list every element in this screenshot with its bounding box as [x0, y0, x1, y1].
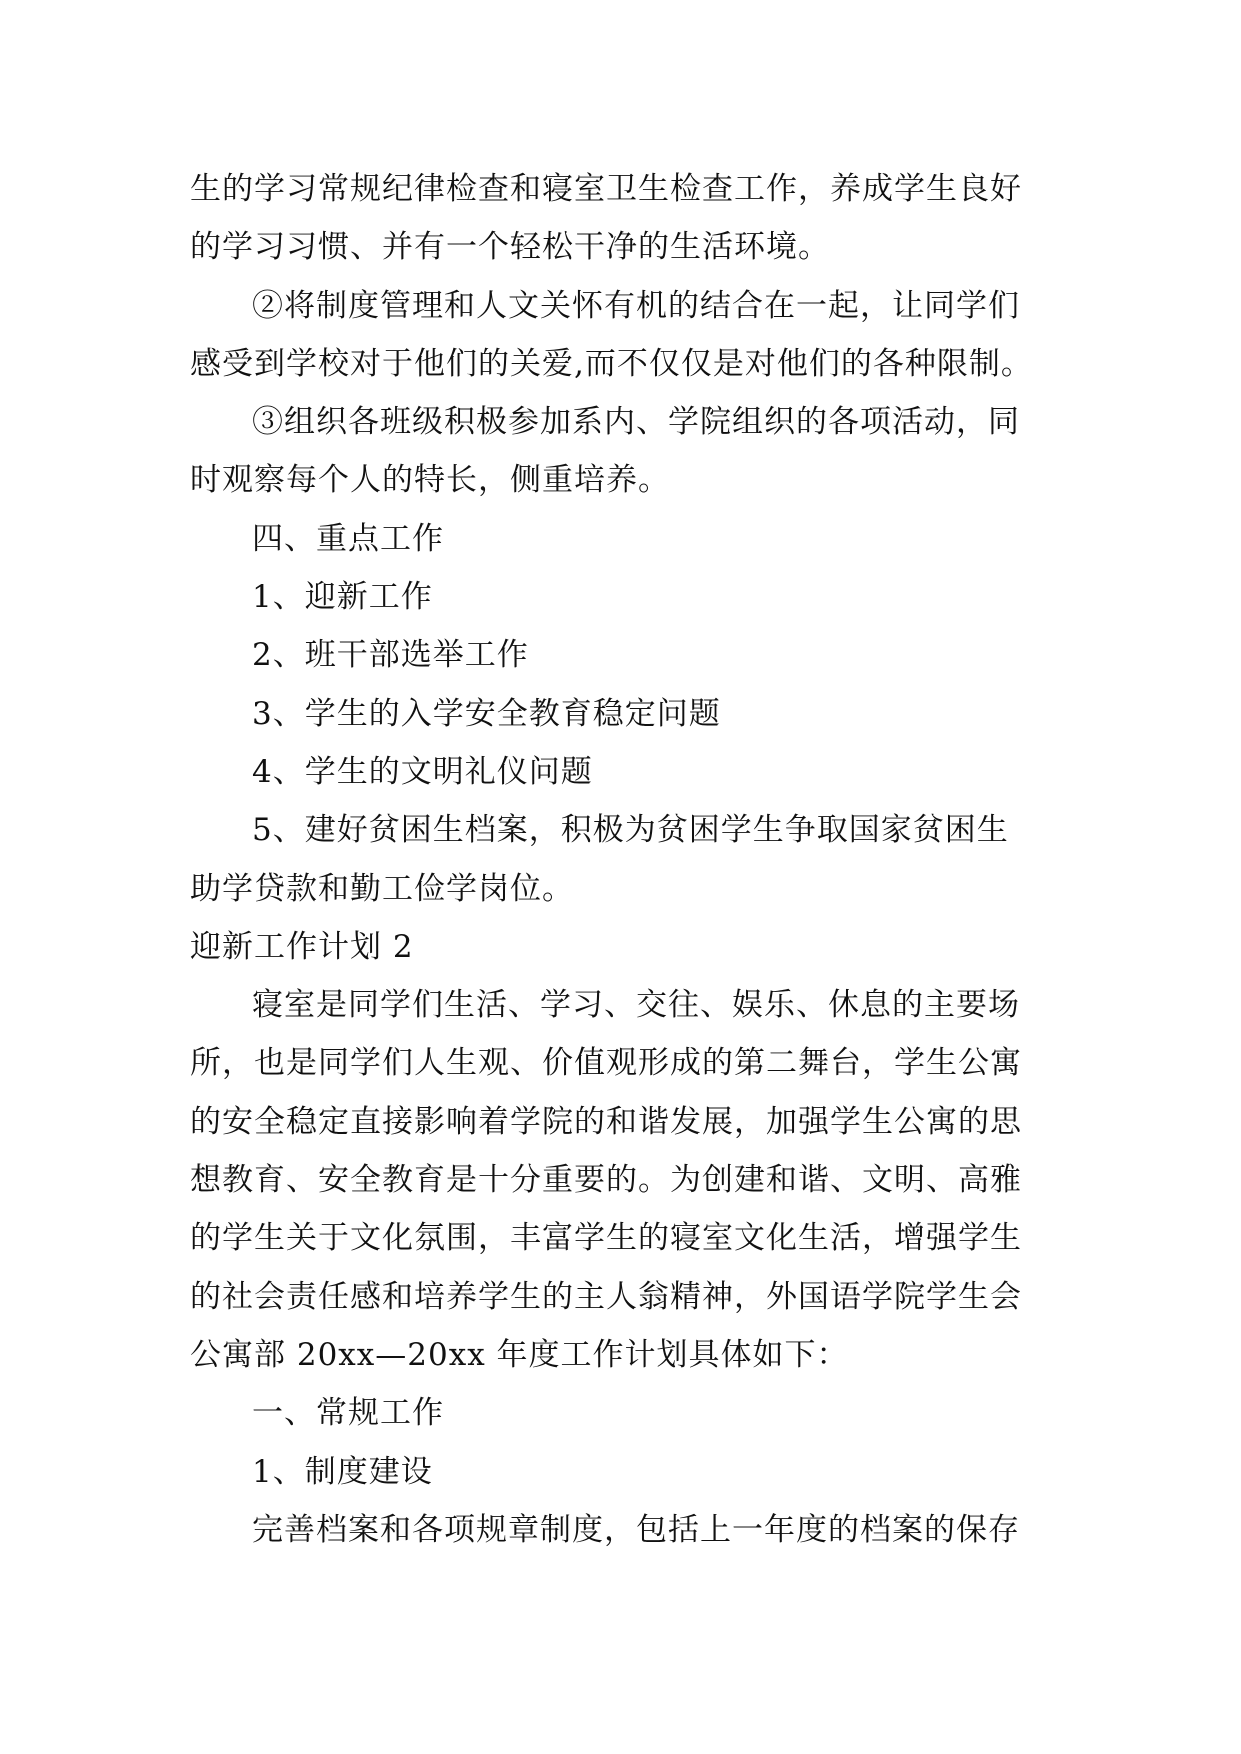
text-line: 公寓部 20xx—20xx 年度工作计划具体如下： — [190, 1336, 849, 1373]
text-line: 所，也是同学们人生观、价值观形成的第二舞台，学生公寓 — [190, 1045, 1022, 1082]
text-line: 寝室是同学们生活、学习、交往、娱乐、休息的主要场 — [252, 987, 1020, 1024]
text-line: 想教育、安全教育是十分重要的。为创建和谐、文明、高雅 — [190, 1162, 1022, 1199]
text-line: 完善档案和各项规章制度，包括上一年度的档案的保存 — [252, 1511, 1020, 1548]
text-line: 的社会责任感和培养学生的主人翁精神，外国语学院学生会 — [190, 1278, 1022, 1315]
list-item: 5、建好贫困生档案，积极为贫困学生争取国家贫困生 — [252, 812, 1009, 849]
list-item: 1、制度建设 — [252, 1453, 433, 1490]
text-line: ③组织各班级积极参加系内、学院组织的各项活动，同 — [252, 404, 1020, 441]
list-item: 1、迎新工作 — [252, 579, 433, 616]
section-heading: 一、常规工作 — [252, 1395, 444, 1432]
text-line: 的安全稳定直接影响着学院的和谐发展，加强学生公寓的思 — [190, 1103, 1022, 1140]
list-item: 3、学生的入学安全教育稳定问题 — [252, 695, 721, 732]
list-item: 2、班干部选举工作 — [252, 637, 529, 674]
text-line: 生的学习常规纪律检查和寝室卫生检查工作，养成学生良好 — [190, 171, 1022, 207]
document-title: 迎新工作计划 2 — [190, 928, 414, 965]
text-line: 的学习习惯、并有一个轻松干净的生活环境。 — [190, 229, 830, 266]
text-line: 感受到学校对于他们的关爱,而不仅仅是对他们的各种限制。 — [190, 345, 1033, 382]
document-body — [190, 160, 1060, 1559]
section-heading: 四、重点工作 — [252, 520, 444, 557]
text-line: 的学生关于文化氛围，丰富学生的寝室文化生活，增强学生 — [190, 1220, 1022, 1257]
list-item: 4、学生的文明礼仪问题 — [252, 753, 593, 790]
text-line: ②将制度管理和人文关怀有机的结合在一起，让同学们 — [252, 287, 1020, 324]
text-line: 时观察每个人的特长，侧重培养。 — [190, 462, 670, 499]
text-line: 助学贷款和勤工俭学岗位。 — [190, 870, 574, 907]
